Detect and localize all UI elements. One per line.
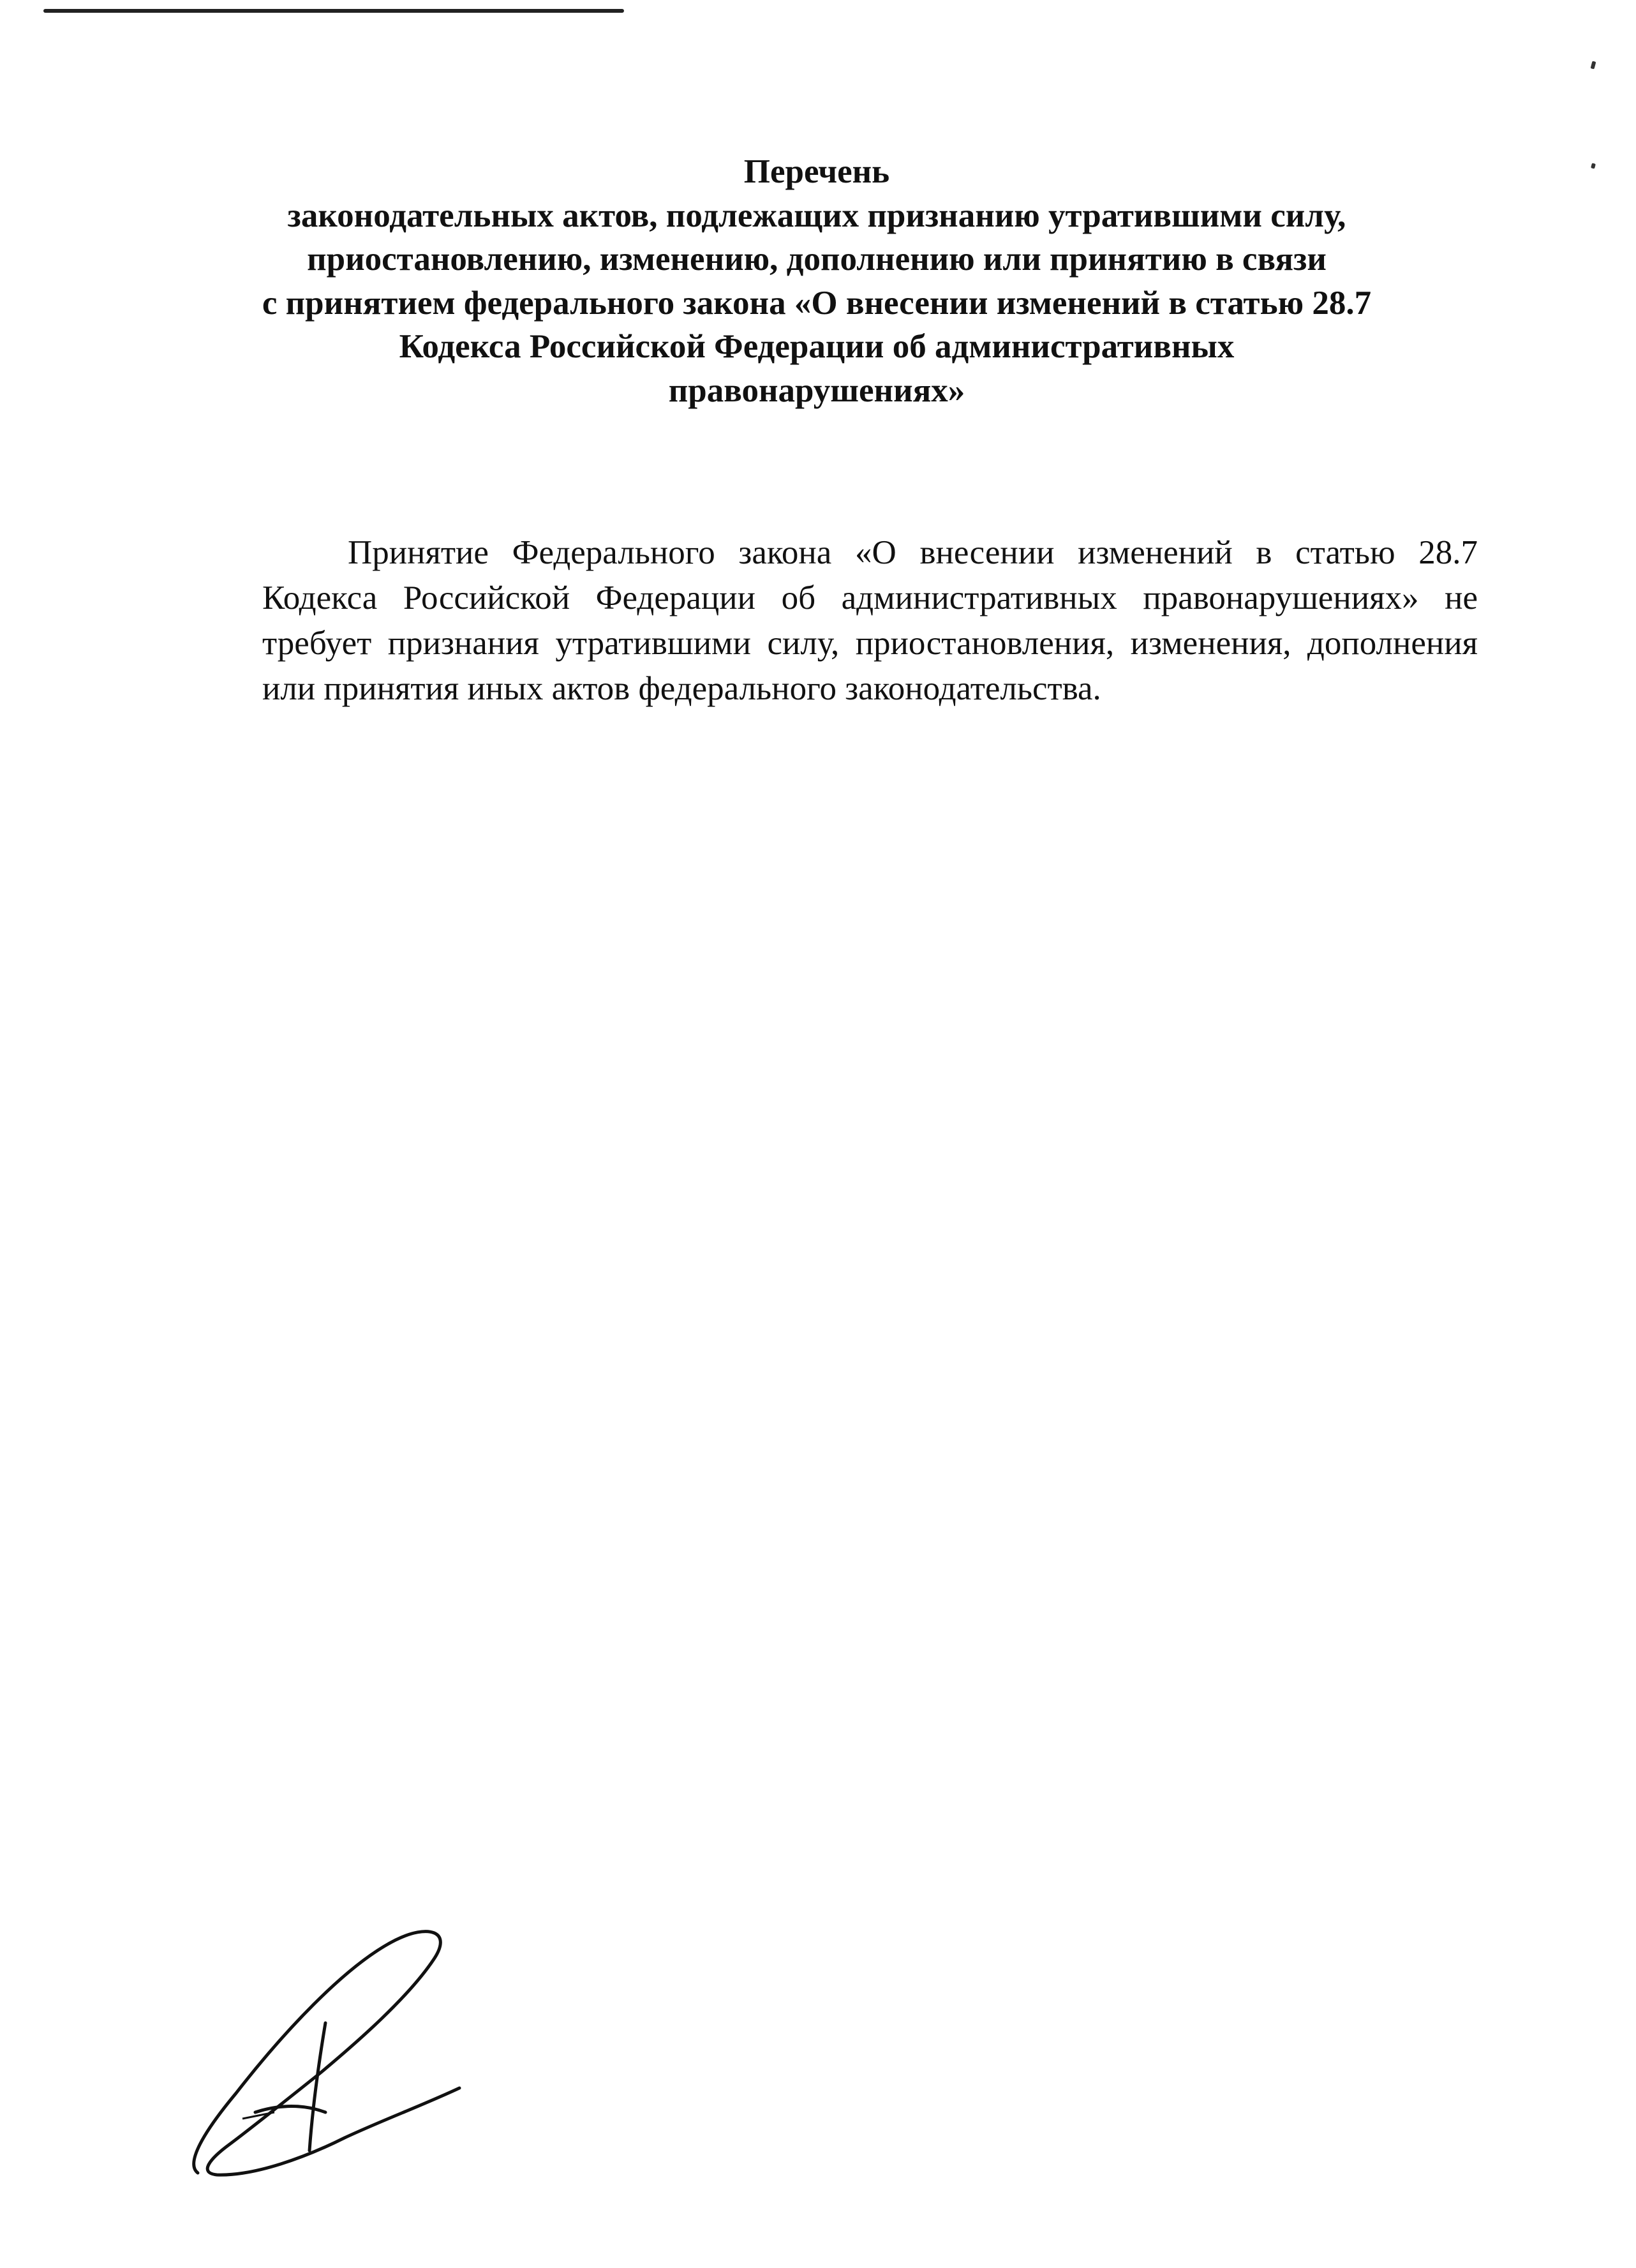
scan-speck [1591,61,1596,69]
title-line: с принятием федерального закона «О внесении изменений в статью 28.7 [262,284,1372,322]
document-title [191,150,1442,412]
top-border-line [43,9,624,13]
title-line: Кодекса Российской Федерации об административных [399,328,1235,365]
title-line: Перечень [743,153,890,190]
title-line: приостановлению, изменению, дополнению или принятию в связи [307,241,1327,278]
title-line: законодательных актов, подлежащих признанию утратившими силу, [287,197,1346,234]
body-paragraph: Принятие Федерального закона «О внесении изменений в статью 28.7 Кодекса Российской Федерации об административных правонарушениях» не требует признания утратившими силу, приостановления, изменения, дополнения или принятия иных актов федерального законодательства. [262,534,1478,707]
signature-icon [179,1921,498,2182]
scan-speck [1591,163,1596,168]
title-line: правонарушениях» [668,371,965,409]
